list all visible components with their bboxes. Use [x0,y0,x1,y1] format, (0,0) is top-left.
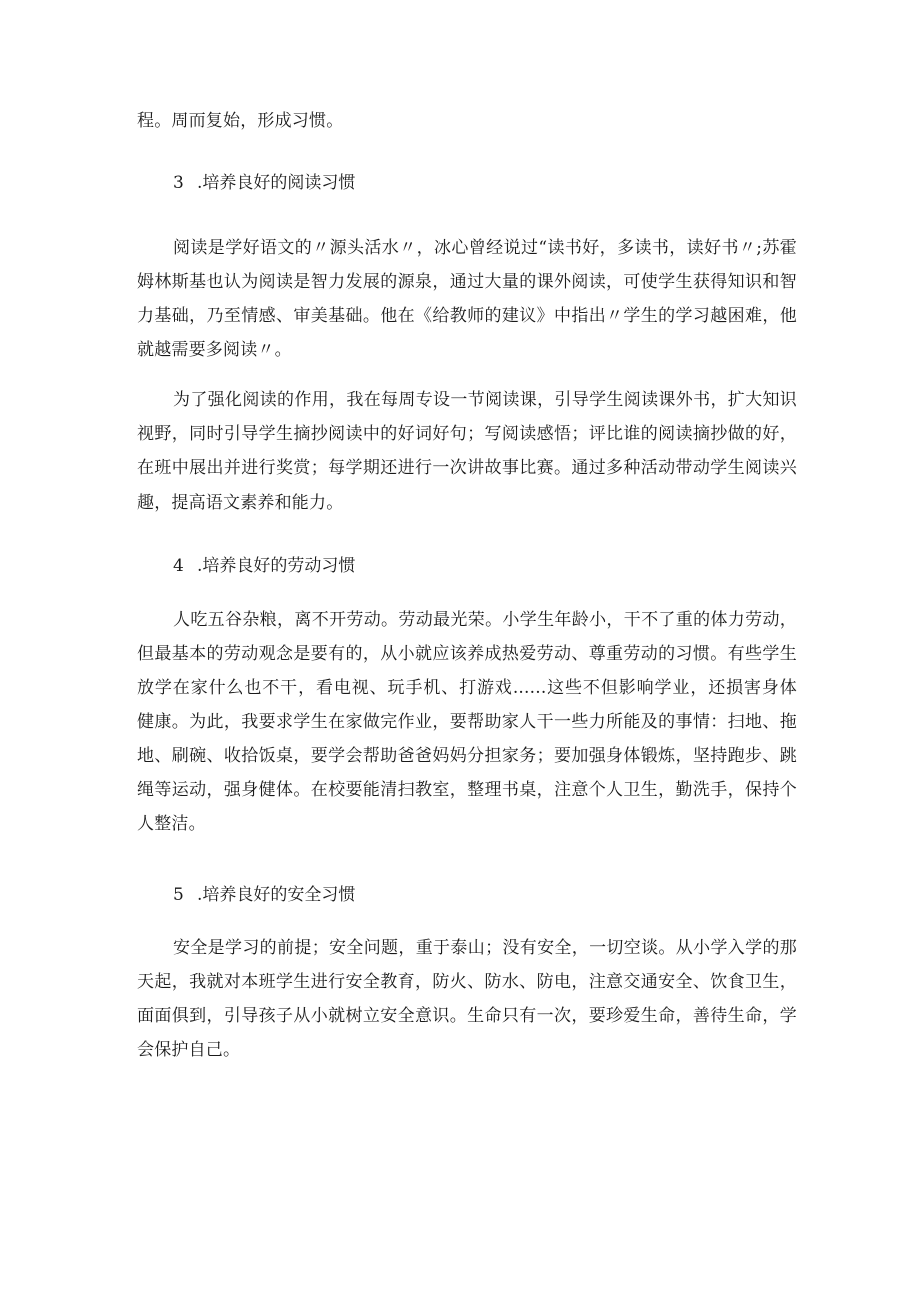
section-5-heading [173,884,355,906]
section-5-p1-line-1: 安全是学习的前提；安全问题，重于泰山；没有安全，一切空谈。从小学入学的那 [173,938,797,958]
section-3-p1-line-4: 就越需要多阅读〃。 [137,340,292,360]
section-4-p1-line-2: 但最基本的劳动观念是要有的，从小就应该养成热爱劳动、尊重劳动的习惯。有些学生 [137,644,797,664]
section-5-p1-line-4: 会保护自己。 [137,1040,241,1060]
section-5-title: .培养良好的安全习惯 [197,885,356,905]
section-3-title: .培养良好的阅读习惯 [197,173,356,193]
section-3-p2-line-4: 趣，提高语文素养和能力。 [137,493,344,513]
section-3-p2-line-3: 在班中展出并进行奖赏；每学期还进行一次讲故事比赛。通过多种活动带动学生阅读兴 [137,458,797,478]
section-4-p1-line-7: 人整洁。 [137,814,206,834]
section-3-heading [173,172,355,194]
section-3-p2-line-1: 为了强化阅读的作用，我在每周专设一节阅读课，引导学生阅读课外书，扩大知识 [173,390,797,410]
section-5-p1-line-3: 面面俱到，引导孩子从小就树立安全意识。生命只有一次，要珍爱生命，善待生命，学 [137,1006,797,1026]
section-3-p1-line-1: 阅读是学好语文的〃源头活水〃，冰心曾经说过“读书好，多读书，读好书〃;苏霍 [173,238,797,258]
section-5-p1-line-2: 天起，我就对本班学生进行安全教育，防火、防水、防电，注意交通安全、饮食卫生， [137,972,797,992]
section-4-p1-line-4: 健康。为此，我要求学生在家做完作业，要帮助家人干一些力所能及的事情：扫地、拖 [137,712,797,732]
section-3-number: 3 [173,173,184,193]
section-3-p1-line-2: 姆林斯基也认为阅读是智力发展的源泉，通过大量的课外阅读，可使学生获得知识和智 [137,272,797,292]
section-4-title: .培养良好的劳动习惯 [197,556,356,576]
section-5-number: 5 [173,885,184,905]
section-4-number: 4 [173,556,184,576]
section-4-heading [173,555,355,577]
section-4-p1-line-6: 绳等运动，强身健体。在校要能清扫教室，整理书桌，注意个人卫生，勤洗手，保持个 [137,780,797,800]
section-3-p1-line-3: 力基础，乃至情感、审美基础。他在《给教师的建议》中指出〃学生的学习越困难，他 [137,306,797,326]
section-3-p2-line-2: 视野，同时引导学生摘抄阅读中的好词好句；写阅读感悟；评比谁的阅读摘抄做的好， [137,424,797,444]
section-4-p1-line-3: 放学在家什么也不干，看电视、玩手机、打游戏......这些不但影响学业，还损害身体 [137,678,797,698]
section-4-p1-line-5: 地、刷碗、收拾饭桌，要学会帮助爸爸妈妈分担家务；要加强身体锻炼，坚持跑步、跳 [137,746,797,766]
section-4-p1-line-1: 人吃五谷杂粮，离不开劳动。劳动最光荣。小学生年龄小，干不了重的体力劳动， [173,610,797,630]
intro-tail-line: 程。周而复始，形成习惯。 [137,111,344,131]
